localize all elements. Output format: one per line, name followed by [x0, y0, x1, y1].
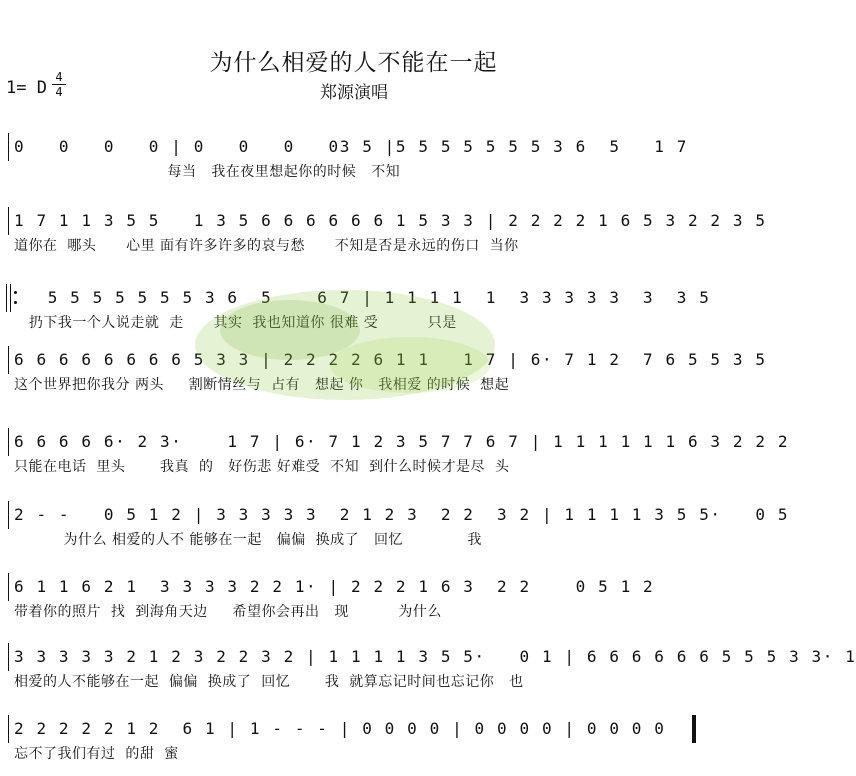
notes-line-2: 1 7 1 1 3 5 5 1 3 5 6 6 6 6 6 6 1 5 3 3 | 2 2 2 2 1 6 5 3 2 2 3 5 — [14, 211, 767, 230]
time-signature-bottom: 4 — [55, 85, 63, 99]
notes-line-3: 5 5 5 5 5 5 5 3 6 5 6 7 | 1 1 1 1 1 3 3 3 3 3 3 3 5 — [14, 288, 711, 307]
barline — [8, 715, 9, 743]
lyrics-line-6: 为什么 相爱的人不 能够在一起 偏偏 换成了 回忆 我 — [14, 532, 482, 548]
lyrics-line-3: 扔下我一个人说走就 走 其实 我也知道你 很难 受 只是 — [14, 315, 457, 331]
repeat-bar-thin — [10, 284, 11, 312]
repeat-sign — [6, 284, 14, 312]
barline — [8, 133, 9, 161]
notes-line-6: 2 - - 0 5 1 2 | 3 3 3 3 3 2 1 2 3 2 2 3 2 | 1 1 1 1 3 5 5· 0 5 — [14, 505, 790, 524]
barline — [8, 346, 9, 374]
barline — [8, 501, 9, 529]
notes-line-9: 2 2 2 2 2 1 2 6 1 | 1 - - - | 0 0 0 0 | 0 0 0 0 | 0 0 0 0 — [14, 719, 666, 738]
notes-line-7: 6 1 1 6 2 1 3 3 3 3 2 2 1· | 2 2 2 1 6 3 2 2 0 5 1 2 — [14, 577, 655, 596]
notes-line-8: 3 3 3 3 3 2 1 2 3 2 2 3 2 | 1 1 1 1 3 5 5· 0 1 | 6 6 6 6 6 6 5 5 5 3 3· 1 — [14, 647, 856, 666]
singer-credit: 郑源演唱 — [320, 83, 388, 103]
barline — [8, 207, 9, 235]
lyrics-line-5: 只能在电话 里头 我真 的 好伤悲 好难受 不知 到什么时候才是尽 头 — [14, 459, 510, 475]
song-title: 为什么相爱的人不能在一起 — [209, 50, 498, 76]
lyrics-line-4: 这个世界把你我分 两头 割断情丝与 占有 想起 你 我相爱 的时候 想起 — [14, 377, 510, 393]
time-signature — [52, 71, 66, 98]
lyrics-line-7: 带着你的照片 找 到海角天边 希望你会再出 现 为什么 — [14, 604, 442, 620]
notes-line-5: 6 6 6 6 6· 2 3· 1 7 | 6· 7 1 2 3 5 7 7 6 7 | 1 1 1 1 1 1 6 3 2 2 2 — [14, 432, 790, 451]
lyrics-line-1: 每当 我在夜里想起你的时候 不知 — [14, 164, 401, 180]
lyrics-line-9: 忘不了我们有过 的甜 蜜 — [14, 746, 179, 762]
key-signature: 1= D — [6, 78, 47, 98]
time-signature-top: 4 — [55, 70, 63, 84]
lyrics-line-8: 相爱的人不能够在一起 偏偏 换成了 回忆 我 就算忘记时间也忘记你 也 — [14, 674, 524, 690]
notes-line-4: 6 6 6 6 6 6 6 6 5 3 3 | 2 2 2 2 6 1 1 1 7 | 6· 7 1 2 7 6 5 5 3 5 — [14, 350, 767, 369]
barline — [8, 428, 9, 456]
lyrics-line-2: 道你在 哪头 心里 面有许多许多的哀与愁 不知是否是永远的伤口 当你 — [14, 238, 519, 254]
barline — [8, 573, 9, 601]
repeat-bar-thick — [6, 284, 7, 312]
notes-line-1: 0 0 0 0 | 0 0 0 03 5 |5 5 5 5 5 5 5 3 6 5 1 7 — [14, 137, 688, 156]
barline — [8, 643, 9, 671]
